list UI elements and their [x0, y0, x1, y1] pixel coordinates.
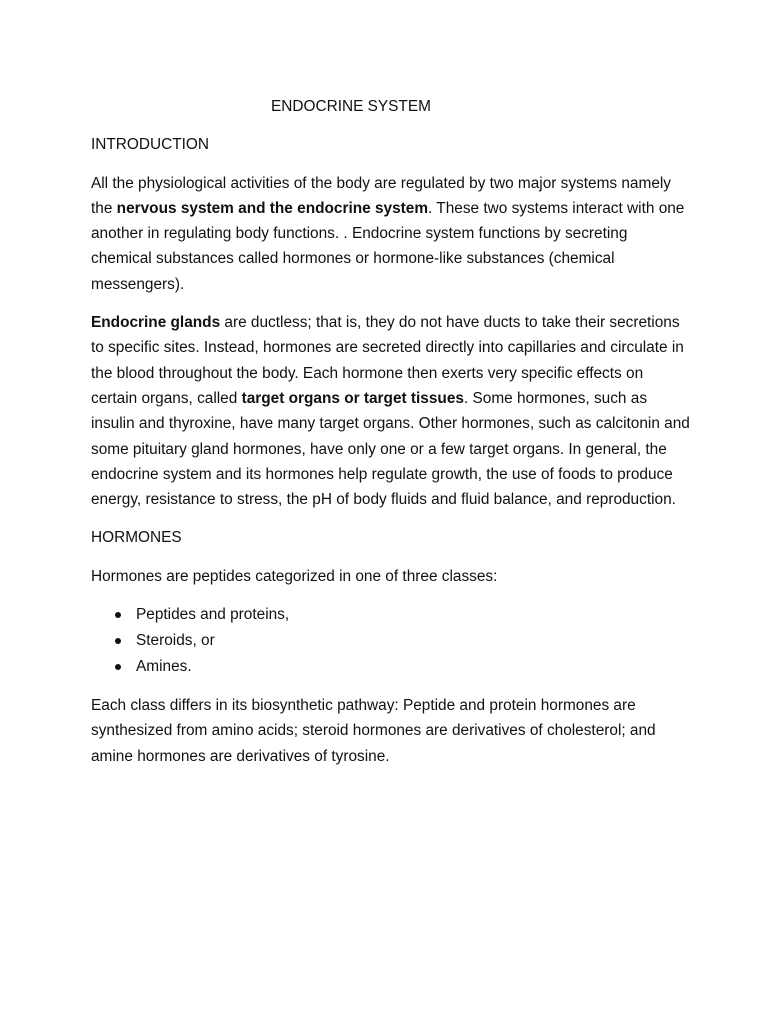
introduction-paragraph [91, 171, 691, 297]
hormones-heading: HORMONES [91, 529, 182, 547]
document-title: ENDOCRINE SYSTEM [271, 98, 431, 115]
hormones-intro-paragraph: Hormones are peptides categorized in one of three classes: [91, 567, 498, 585]
closing-paragraph: Each class differs in its biosynthetic pathway: Peptide and protein hormones are synthesized from amino acids; steroid hormones are derivatives of cholesterol; and amine hormones are derivatives of tyrosine. [91, 697, 656, 765]
endocrine-glands-paragraph [91, 310, 691, 512]
list-item-label: Peptides and proteins, [136, 606, 290, 624]
bullet-icon [115, 664, 121, 670]
list-item-label: Steroids, or [136, 632, 215, 650]
intro-text-end: . These two systems interact with one another in regulating body functions. . Endocrine system functions by secreting chemical substances called hormones or hormone-like substances (chemical messengers). [91, 199, 685, 293]
bullet-icon [115, 612, 121, 618]
hormone-classes-list [91, 602, 691, 680]
introduction-heading: INTRODUCTION [91, 136, 209, 154]
intro-bold-systems: nervous system and the endocrine system [116, 199, 429, 217]
glands-text-start: are ductless; that is, they do not have ducts to take their secretions to specific sites. Instead, hormones are secreted directly into capillaries and circulate in the blood throughout the body. Each hormone then exerts very specific effects on certain organs, called [91, 314, 684, 407]
target-organs-bold-term: target organs or target tissues [241, 389, 464, 407]
list-item [91, 602, 691, 628]
bullet-icon [115, 638, 121, 644]
document-body [91, 94, 691, 782]
list-item-label: Amines. [136, 658, 192, 676]
glands-bold-term: Endocrine glands [91, 314, 221, 332]
list-item [91, 628, 691, 654]
list-item [91, 654, 691, 680]
intro-text-start: All the physiological activities of the body are regulated by two major systems namely the [91, 174, 671, 217]
glands-text-end: . Some hormones, such as insulin and thyroxine, have many target organs. Other hormones, such as calcitonin and some pituitary gland hormones, have only one or a few target organs. In general, the endocrine system and its hormones help regulate growth, the use of foods to produce energy, resistance to stress, the pH of body fluids and fluid balance, and reproduction. [91, 389, 690, 509]
